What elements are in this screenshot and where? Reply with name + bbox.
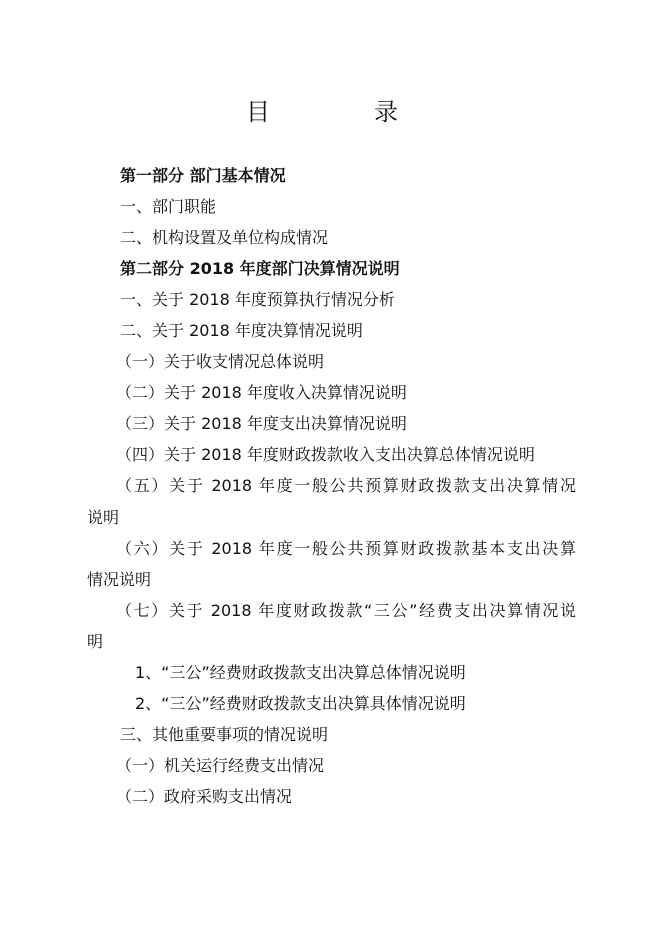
- toc-entry-continuation: 明: [87, 632, 104, 651]
- toc-entry: （一）机关运行经费支出情况: [116, 756, 325, 775]
- toc-entry: 1、“三公”经费财政拨款支出决算总体情况说明: [135, 663, 466, 682]
- toc-entry: 2、“三公”经费财政拨款支出决算具体情况说明: [135, 694, 466, 713]
- toc-entry: （七）关于 2018 年度财政拨款“三公”经费支出决算情况说: [116, 601, 576, 620]
- toc-entry: 第二部分 2018 年度部门决算情况说明: [120, 259, 400, 278]
- toc-entry: 三、其他重要事项的情况说明: [120, 725, 329, 744]
- toc-entry: （五）关于 2018 年度一般公共预算财政拨款支出决算情况: [116, 476, 576, 495]
- toc-entry: 一、部门职能: [120, 197, 217, 216]
- toc-entry-continuation: 情况说明: [87, 570, 152, 589]
- toc-entry: （四）关于 2018 年度财政拨款收入支出决算总体情况说明: [116, 445, 535, 464]
- page-title: 目 录: [246, 98, 438, 126]
- toc-entry: （六）关于 2018 年度一般公共预算财政拨款基本支出决算: [116, 539, 576, 558]
- toc-entry: 二、机构设置及单位构成情况: [120, 228, 329, 247]
- toc-entry: （三）关于 2018 年度支出决算情况说明: [116, 414, 407, 433]
- toc-entry: 第一部分 部门基本情况: [120, 166, 286, 185]
- toc-entry: （一）关于收支情况总体说明: [116, 352, 325, 371]
- toc-entry-continuation: 说明: [87, 508, 120, 527]
- toc-entry: （二）政府采购支出情况: [116, 787, 293, 806]
- toc-entry: 二、关于 2018 年度决算情况说明: [120, 321, 363, 340]
- toc-entry: 一、关于 2018 年度预算执行情况分析: [120, 290, 395, 309]
- toc-entry: （二）关于 2018 年度收入决算情况说明: [116, 383, 407, 402]
